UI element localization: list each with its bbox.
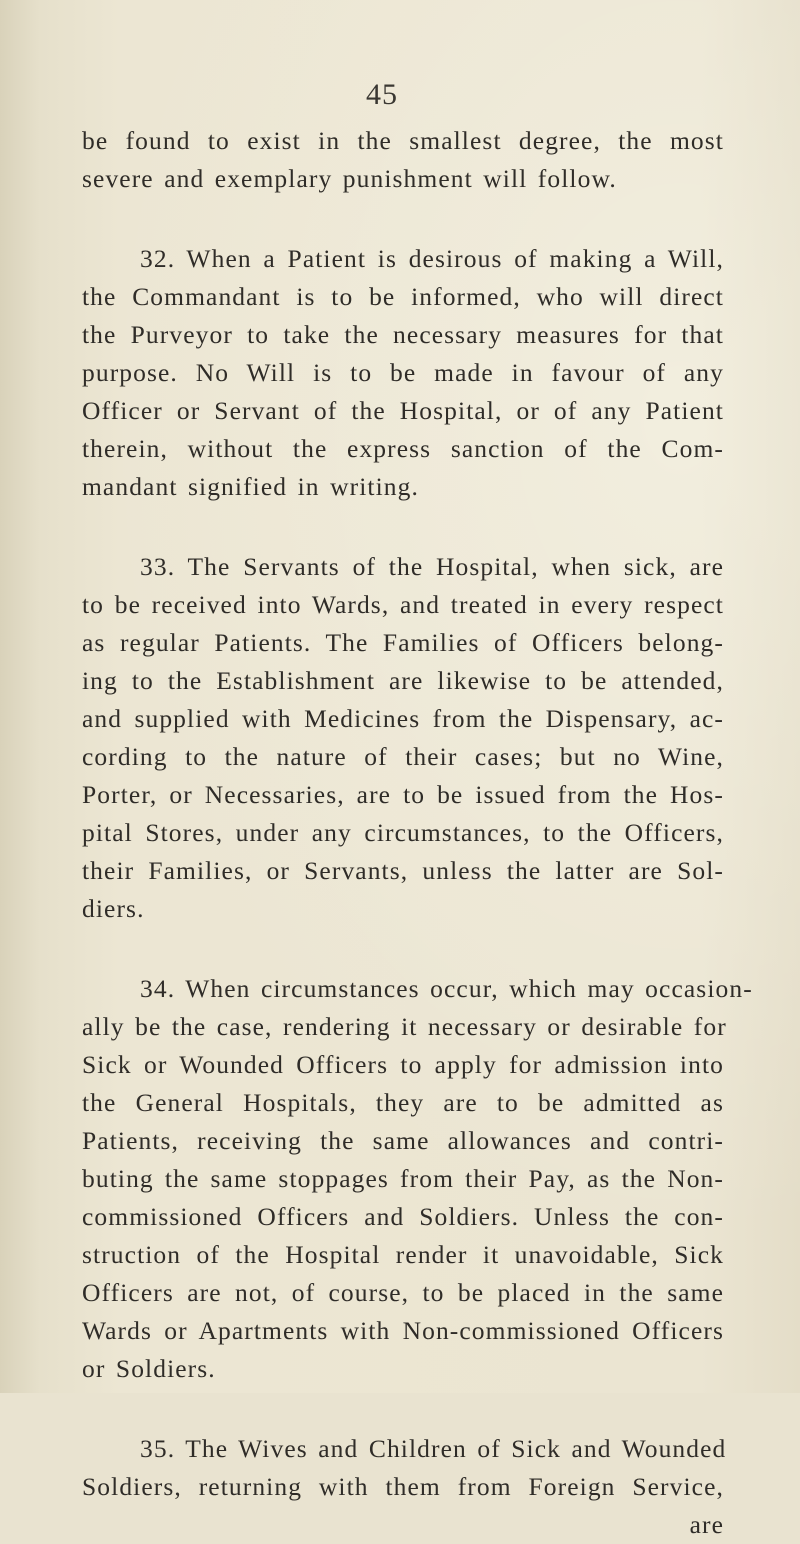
text-line: diers. xyxy=(82,894,145,923)
text-line: ing to the Establishment are likewise to be attended, xyxy=(82,666,724,695)
text-line: the Purveyor to take the necessary measures for that xyxy=(82,320,724,349)
paragraph-33-line: 33. The Servants of the Hospital, when sick, are xyxy=(140,552,724,581)
paragraph-gap xyxy=(82,198,724,240)
text-line: Officer or Servant of the Hospital, or of any Patient xyxy=(82,396,724,425)
text-line: as regular Patients. The Families of Officers belong- xyxy=(82,628,724,657)
text-line: Soldiers, returning with them from Foreign Service, xyxy=(82,1472,724,1501)
text-line: commissioned Officers and Soldiers. Unless the con- xyxy=(82,1202,724,1231)
text-line: their Families, or Servants, unless the latter are Sol- xyxy=(82,856,724,885)
text-line: buting the same stoppages from their Pay, as the Non- xyxy=(82,1164,724,1193)
text-line: mandant signified in writing. xyxy=(82,472,419,501)
text-line: Porter, or Necessaries, are to be issued from the Hos- xyxy=(82,780,724,809)
text-line: purpose. No Will is to be made in favour of any xyxy=(82,358,724,387)
text-line: or Soldiers. xyxy=(82,1354,216,1383)
paragraph-gap xyxy=(82,928,724,970)
text-line: Patients, receiving the same allowances and contri- xyxy=(82,1126,724,1155)
text-line: and supplied with Medicines from the Dispensary, ac- xyxy=(82,704,724,733)
text-line: Sick or Wounded Officers to apply for admission into xyxy=(82,1050,724,1079)
text-line: be found to exist in the smallest degree, the most xyxy=(82,126,724,155)
text-line: the Commandant is to be informed, who will direct xyxy=(82,282,724,311)
text-line: ally be the case, rendering it necessary or desirable for xyxy=(82,1012,727,1041)
text-line: struction of the Hospital render it unavoidable, Sick xyxy=(82,1240,724,1269)
paragraph-35-line: 35. The Wives and Children of Sick and Wounded xyxy=(140,1434,727,1463)
paragraph-32-line: 32. When a Patient is desirous of making a Will, xyxy=(140,244,724,273)
text-line: Wards or Apartments with Non-commissioned Officers xyxy=(82,1316,724,1345)
paragraph-gap xyxy=(82,1388,724,1430)
paragraph-34-line: 34. When circumstances occur, which may occasion- xyxy=(140,974,753,1003)
text-line: cording to the nature of their cases; but no Wine, xyxy=(82,742,724,771)
text-line: to be received into Wards, and treated in every respect xyxy=(82,590,724,619)
catchword: are xyxy=(689,1510,724,1539)
text-line: pital Stores, under any circumstances, to the Officers, xyxy=(82,818,724,847)
text-line: Officers are not, of course, to be placed in the same xyxy=(82,1278,724,1307)
text-line: therein, without the express sanction of the Com- xyxy=(82,434,724,463)
text-line: the General Hospitals, they are to be admitted as xyxy=(82,1088,724,1117)
text-line: severe and exemplary punishment will follow. xyxy=(82,164,617,193)
body-text xyxy=(82,122,753,1544)
paragraph-gap xyxy=(82,506,724,548)
page-number: 45 xyxy=(366,78,398,111)
